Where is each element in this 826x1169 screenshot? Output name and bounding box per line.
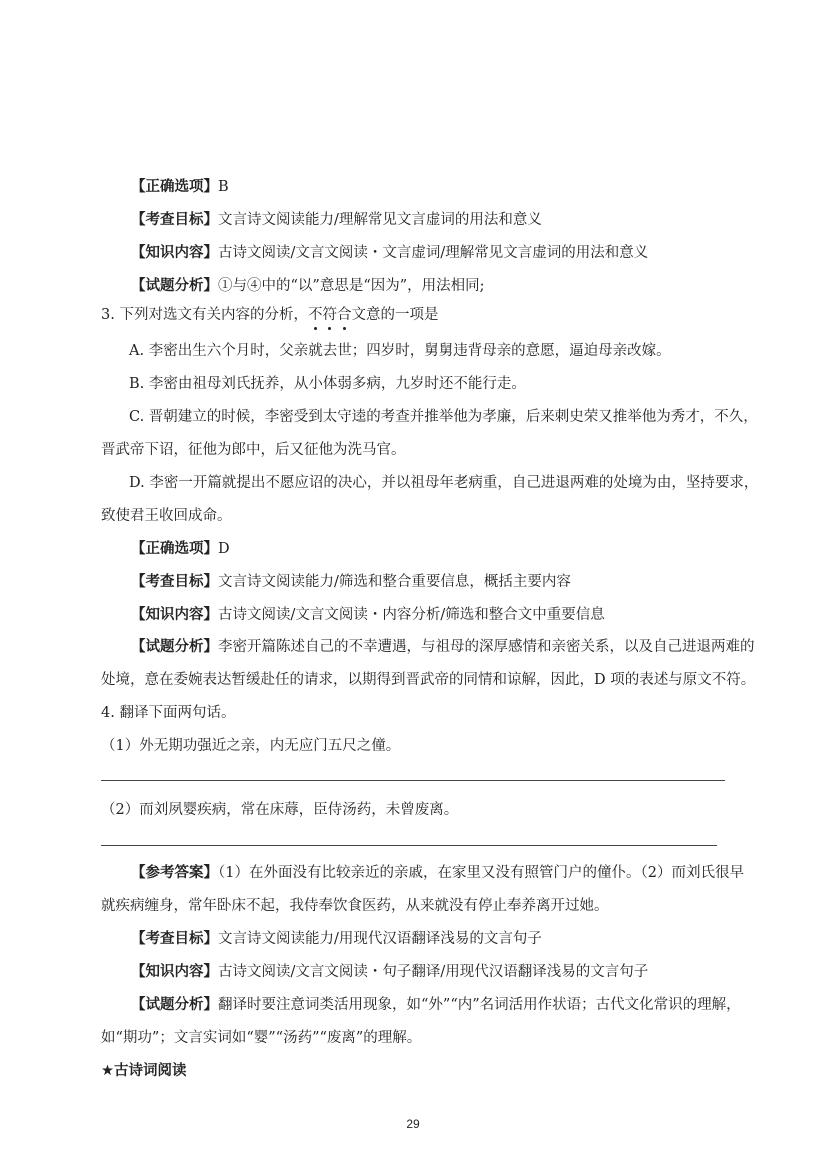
question-4-sentence-2: （2）而刘夙婴疾病，常在床蓐，臣侍汤药，未曾废离。 [101, 802, 459, 818]
emphasis-char: 符 [322, 307, 337, 323]
question-3-stem [101, 305, 438, 325]
q3-prefix: 3. 下列对选文有关内容的分析， [101, 307, 308, 323]
answer-text: D [218, 541, 230, 557]
answer-text: B [218, 179, 229, 195]
option-b: B. 李密由祖母刘氏抚养，从小体弱多病，九岁时还不能行走。 [129, 376, 526, 392]
knowledge-tag: 【知识内容】 [131, 964, 218, 980]
analysis-tag: 【试题分析】 [131, 278, 218, 294]
option-a: A. 李密出生六个月时，父亲就去世；四岁时，舅舅违背母亲的意愿，逼迫母亲改嫁。 [129, 343, 671, 359]
q3-analysis-line2: 处境，意在委婉表达暂缓赴任的请求，以期得到晋武帝的同情和谅解，因此，D 项的表述与原文不符。 [101, 672, 756, 688]
analysis-text: ①与④中的“以”意思是“因为”，用法相同; [218, 278, 485, 294]
question-4-title: 4. 翻译下面两句话。 [101, 705, 236, 721]
knowledge-text: 古诗文阅读/文言文阅读・文言虚词/理解常见文言虚词的用法和意义 [218, 245, 649, 261]
knowledge-text: 古诗文阅读/文言文阅读・内容分析/筛选和整合文中重要信息 [218, 607, 605, 623]
analysis-text: 李密开篇陈述自己的不幸遭遇，与祖母的深厚感情和亲密关系，以及自己进退两难的 [218, 639, 755, 655]
emphasis-char: 合 [336, 307, 352, 323]
option-c-line2: 晋武帝下诏，征他为郎中，后又征他为洗马官。 [101, 442, 406, 458]
question-4-sentence-1: （1）外无期功强近之亲，内无应门五尺之僮。 [101, 738, 401, 754]
knowledge-text: 古诗文阅读/文言文阅读・句子翻译/用现代汉语翻译浅易的文言句子 [218, 964, 649, 980]
goal-text: 文言诗文阅读能力/筛选和整合重要信息，概括主要内容 [218, 574, 571, 590]
goal-tag: 【考查目标】 [131, 212, 218, 228]
q3-knowledge-line [131, 605, 605, 625]
option-d-line1: D. 李密一开篇就提出不愿应诏的决心，并以祖母年老病重，自己进退两难的处境为由，坚持要求， [129, 475, 759, 491]
analysis-line [131, 276, 485, 296]
answer-blank-line[interactable] [101, 780, 725, 781]
reference-text: （1）在外面没有比较亲近的亲戚，在家里又没有照管门户的僮仆。（2）而刘氏很早 [218, 865, 744, 881]
goal-tag: 【考查目标】 [131, 574, 218, 590]
analysis-tag: 【试题分析】 [131, 639, 218, 655]
knowledge-tag: 【知识内容】 [131, 607, 218, 623]
answer-line [131, 177, 229, 197]
page-number: 29 [406, 1117, 420, 1131]
q3-answer-line [131, 539, 230, 559]
knowledge-tag: 【知识内容】 [131, 245, 218, 261]
section-heading: ★古诗词阅读 [101, 1063, 187, 1079]
emphasis-char: 不 [307, 307, 323, 323]
q3-analysis-line1 [131, 637, 755, 657]
goal-tag: 【考查目标】 [131, 931, 218, 947]
answer-tag: 【正确选项】 [131, 179, 218, 195]
knowledge-line [131, 243, 648, 263]
q4-reference-line2: 就疾病缠身，常年卧床不起，我侍奉饮食医药，从来就没有停止奉养离开过她。 [101, 898, 609, 914]
option-d-line2: 致使君王收回成命。 [101, 508, 232, 524]
analysis-tag: 【试题分析】 [131, 997, 218, 1013]
goal-text: 文言诗文阅读能力/理解常见文言虚词的用法和意义 [218, 212, 542, 228]
goal-text: 文言诗文阅读能力/用现代汉语翻译浅易的文言句子 [218, 931, 542, 947]
q4-analysis-line2: 如“期功”；文言实词如“婴”“汤药”“废离”的理解。 [101, 1030, 422, 1046]
q4-analysis-line1 [131, 995, 741, 1015]
option-c-line1: C. 晋朝建立的时候，李密受到太守逵的考查并推举他为孝廉，后来刺史荣又推举他为秀才，不久， [129, 409, 758, 425]
q4-reference-line1 [131, 863, 744, 883]
answer-tag: 【正确选项】 [131, 541, 218, 557]
q4-knowledge-line [131, 962, 648, 982]
goal-line [131, 210, 542, 230]
analysis-text: 翻译时要注意词类活用现象，如“外”“内”名词活用作状语；古代文化常识的理解， [218, 997, 741, 1013]
q3-goal-line [131, 572, 571, 592]
q4-goal-line [131, 929, 542, 949]
reference-tag: 【参考答案】 [131, 865, 218, 881]
answer-blank-line[interactable] [101, 845, 717, 846]
q3-suffix: 文意的一项是 [351, 307, 439, 323]
